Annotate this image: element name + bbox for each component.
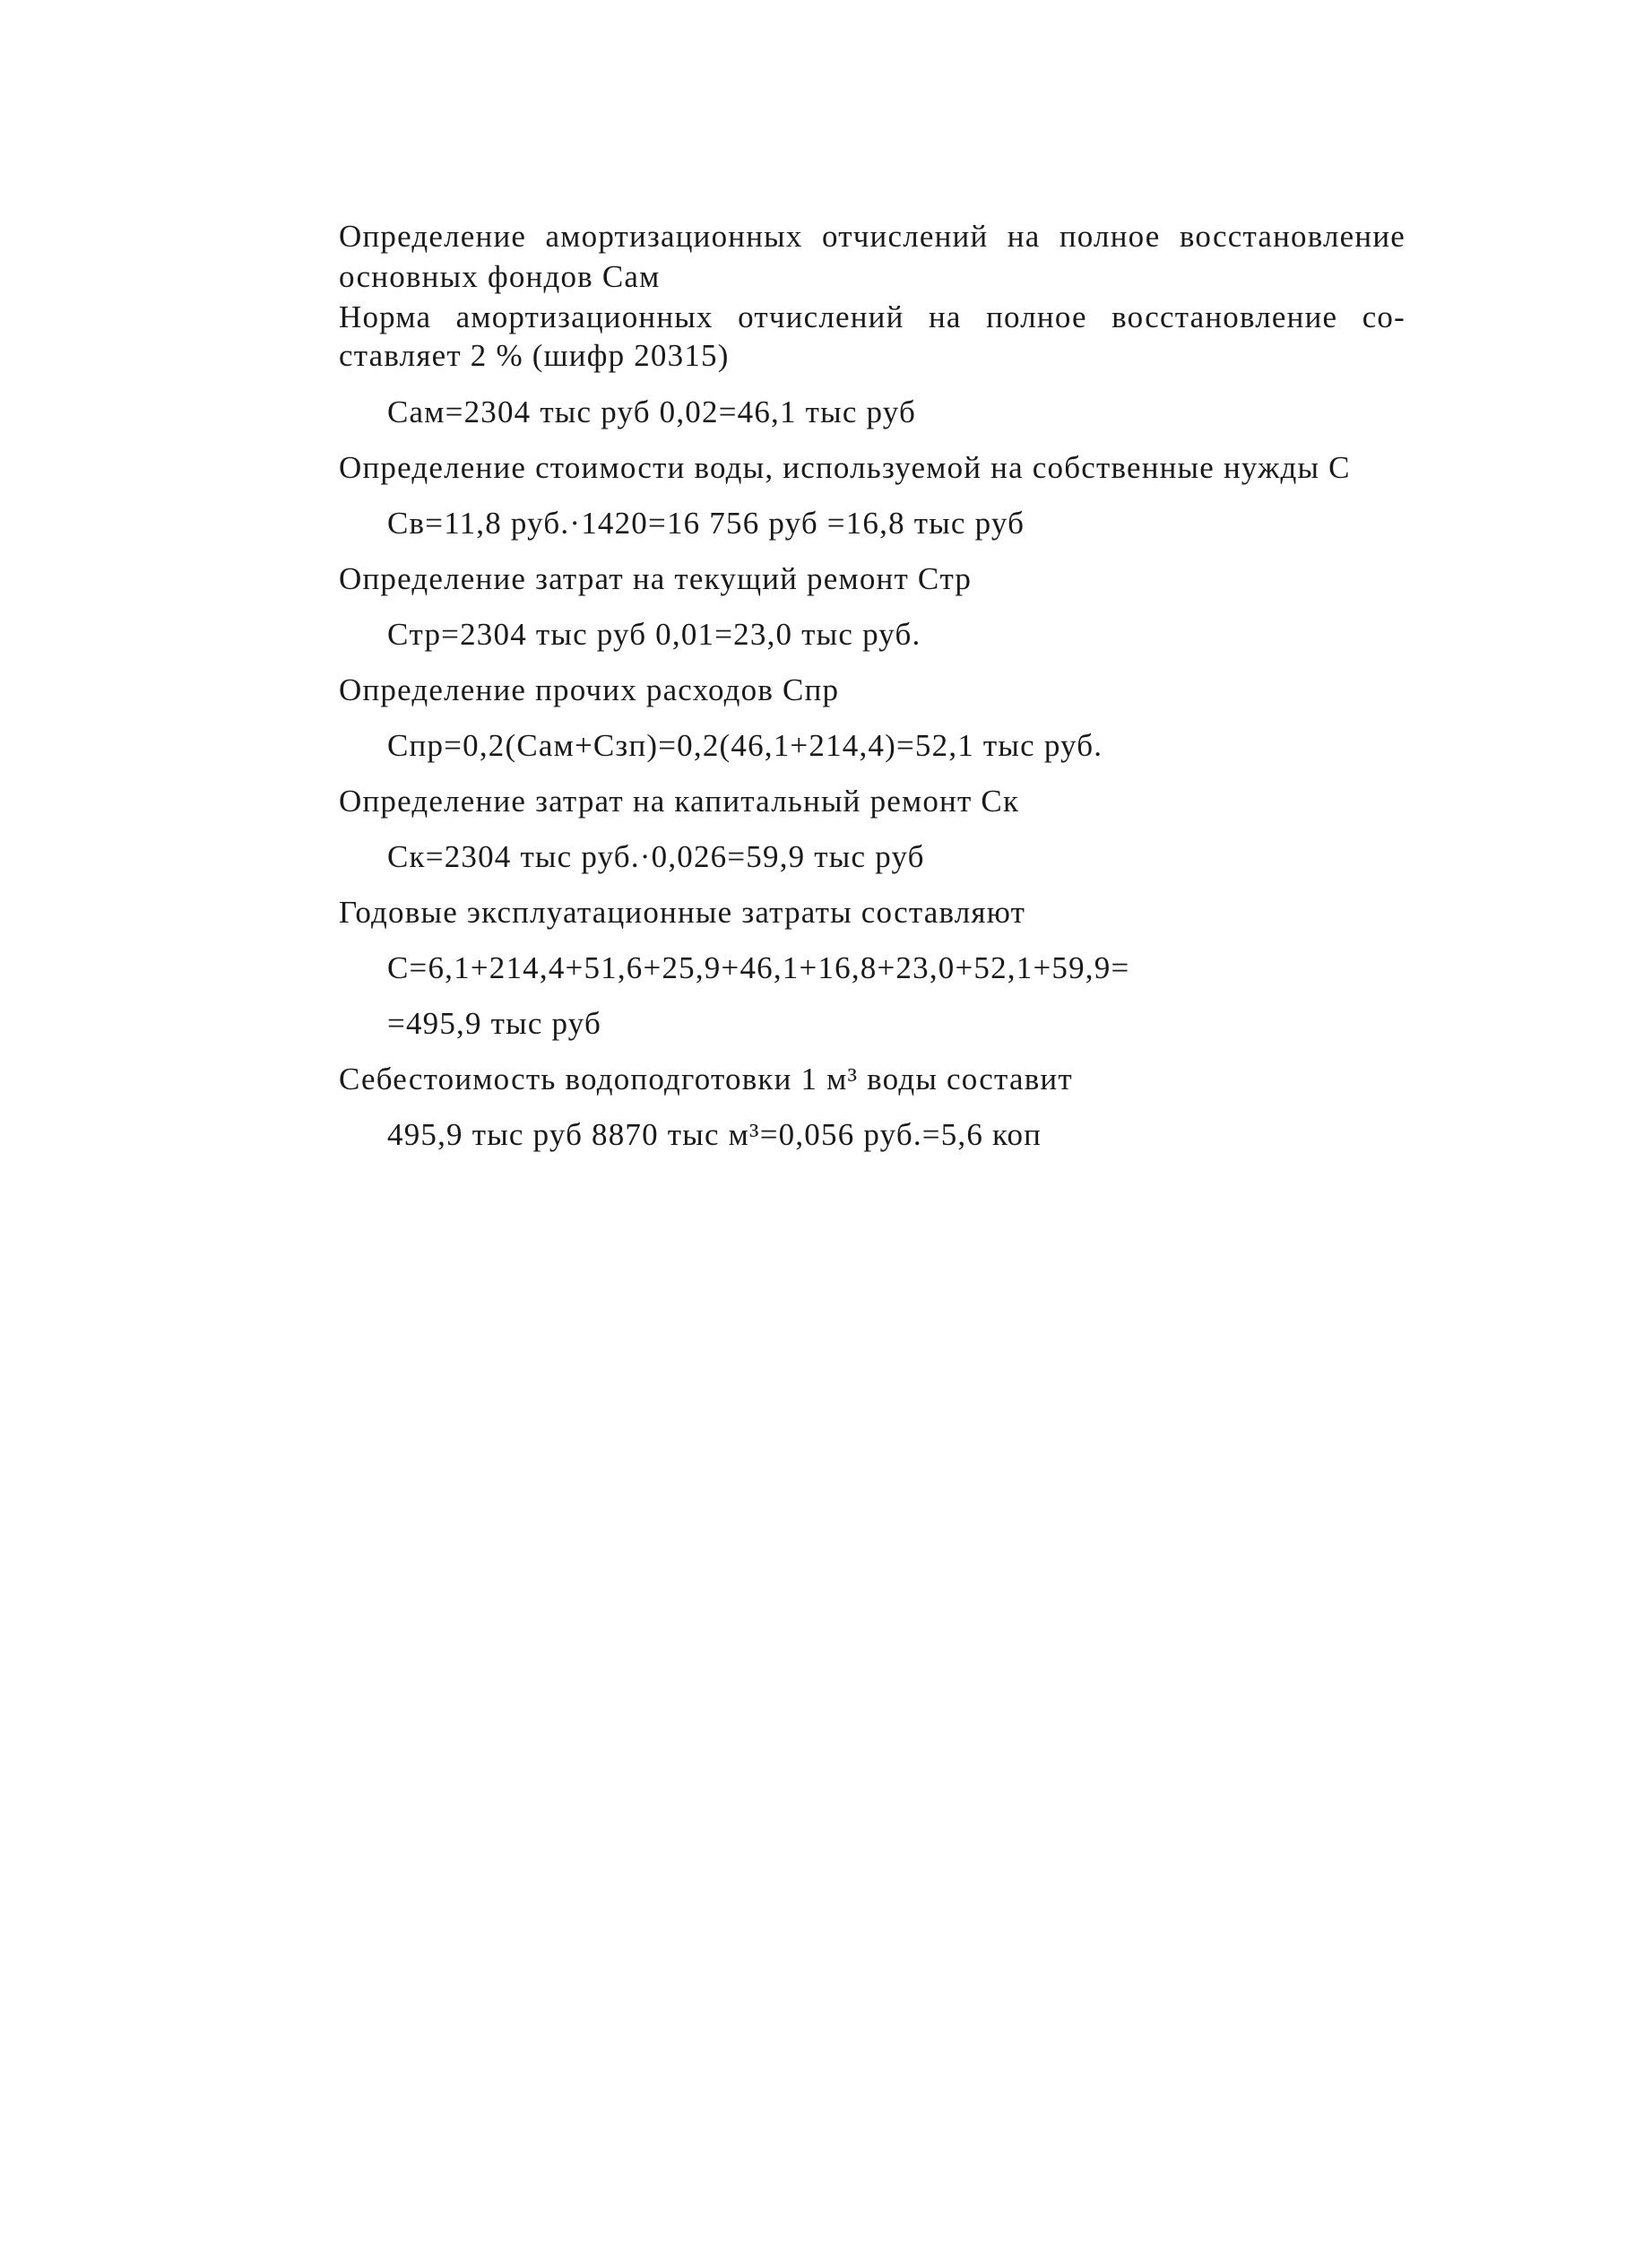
text-line — [339, 217, 1405, 256]
text-line — [339, 298, 1405, 337]
paragraph-current-repair: Определение затрат на текущий ремонт Cтр — [339, 561, 973, 596]
formula-current-repair: Cтр=2304 тыс руб 0,01=23,0 тыс руб. — [387, 617, 921, 652]
paragraph-norm: Норма амортизационных отчислений на полное восстановление со- — [339, 299, 1405, 334]
formula-unit-cost: 495,9 тыс руб 8870 тыс м³=0,056 руб.=5,6 коп — [387, 1117, 1042, 1152]
paragraph-unit-cost: Себестоимость водоподготовки 1 м³ воды составит — [339, 1062, 1073, 1096]
formula-amortization: Cам=2304 тыс руб 0,02=46,1 тыс руб — [387, 394, 917, 429]
paragraph-annual-costs: Годовые эксплуатационные затраты составляют — [339, 895, 1026, 930]
paragraph-other-expenses: Определение прочих расходов Cпр — [339, 672, 840, 707]
formula-annual-costs: C=6,1+214,4+51,6+25,9+46,1+16,8+23,0+52,1+59,9= — [387, 950, 1130, 985]
formula-capital-repair: Cк=2304 тыс руб.·0,026=59,9 тыс руб — [387, 839, 925, 874]
paragraph-amortization-title-cont: основных фондов Cам — [339, 259, 661, 294]
paragraph-water-cost: Определение стоимости воды, используемой на собственные нужды C — [339, 450, 1351, 485]
formula-annual-costs-result: =495,9 тыс руб — [387, 1006, 602, 1041]
paragraph-capital-repair: Определение затрат на капитальный ремонт Cк — [339, 784, 1020, 819]
paragraph-norm-cont: ставляет 2 % (шифр 20315) — [339, 338, 730, 373]
formula-water-cost: Cв=11,8 руб.·1420=16 756 руб =16,8 тыс руб — [387, 506, 1025, 541]
formula-other-expenses: Cпр=0,2(Cам+Cзп)=0,2(46,1+214,4)=52,1 тыс руб. — [387, 728, 1103, 763]
paragraph-amortization-title: Определение амортизационных отчислений на полное восстановление — [339, 219, 1405, 254]
